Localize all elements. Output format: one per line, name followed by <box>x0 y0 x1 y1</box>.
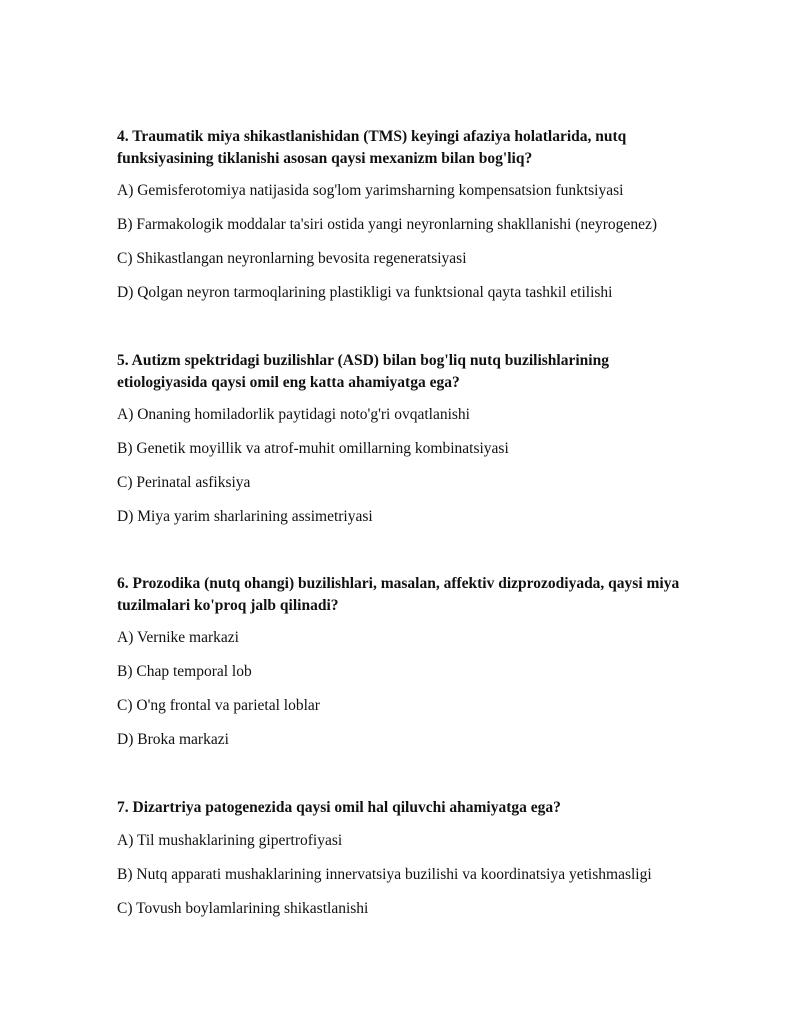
question-7-title: 7. Dizartriya patogenezida qaysi omil hal qiluvchi ahamiyatga ega? <box>117 799 561 816</box>
question-4-option-a: A) Gemisferotomiya natijasida sog'lom yarimsharning kompensatsion funktsiyasi <box>117 182 624 199</box>
question-4-title: 4. Traumatik miya shikastlanishidan (TMS) keyingi afaziya holatlarida, nutq funksiyasining tiklanishi asosan qaysi mexanizm bilan bog'liq? <box>117 128 627 167</box>
question-5-option-d: D) Miya yarim sharlarining assimetriyasi <box>117 508 373 525</box>
question-4-option-c: C) Shikastlangan neyronlarning bevosita regeneratsiyasi <box>117 250 467 267</box>
question-5-option-b: B) Genetik moyillik va atrof-muhit omillarning kombinatsiyasi <box>117 440 509 457</box>
question-6-option-c: C) O'ng frontal va parietal loblar <box>117 697 320 714</box>
question-4-option-d: D) Qolgan neyron tarmoqlarining plastikligi va funktsional qayta tashkil etilishi <box>117 284 613 301</box>
question-6-option-d: D) Broka markazi <box>117 731 229 748</box>
question-7-option-b: B) Nutq apparati mushaklarining innervatsiya buzilishi va koordinatsiya yetishmasligi <box>117 866 652 883</box>
question-4-option-b: B) Farmakologik moddalar ta'siri ostida yangi neyronlarning shakllanishi (neyrogenez) <box>117 216 657 233</box>
question-5-option-a: A) Onaning homiladorlik paytidagi noto'g'ri ovqatlanishi <box>117 406 470 423</box>
question-5-title: 5. Autizm spektridagi buzilishlar (ASD) bilan bog'liq nutq buzilishlarining etiologiyasida qaysi omil eng katta ahamiyatga ega? <box>117 352 609 391</box>
question-6-option-b: B) Chap temporal lob <box>117 663 252 680</box>
question-6-title: 6. Prozodika (nutq ohangi) buzilishlari, masalan, affektiv dizprozodiyada, qaysi miya tuzilmalari ko'proq jalb qilinadi? <box>117 575 680 614</box>
question-5-option-c: C) Perinatal asfiksiya <box>117 474 251 491</box>
question-7-option-c: C) Tovush boylamlarining shikastlanishi <box>117 900 369 917</box>
question-7-option-a: A) Til mushaklarining gipertrofiyasi <box>117 832 343 849</box>
question-6-option-a: A) Vernike markazi <box>117 629 239 646</box>
